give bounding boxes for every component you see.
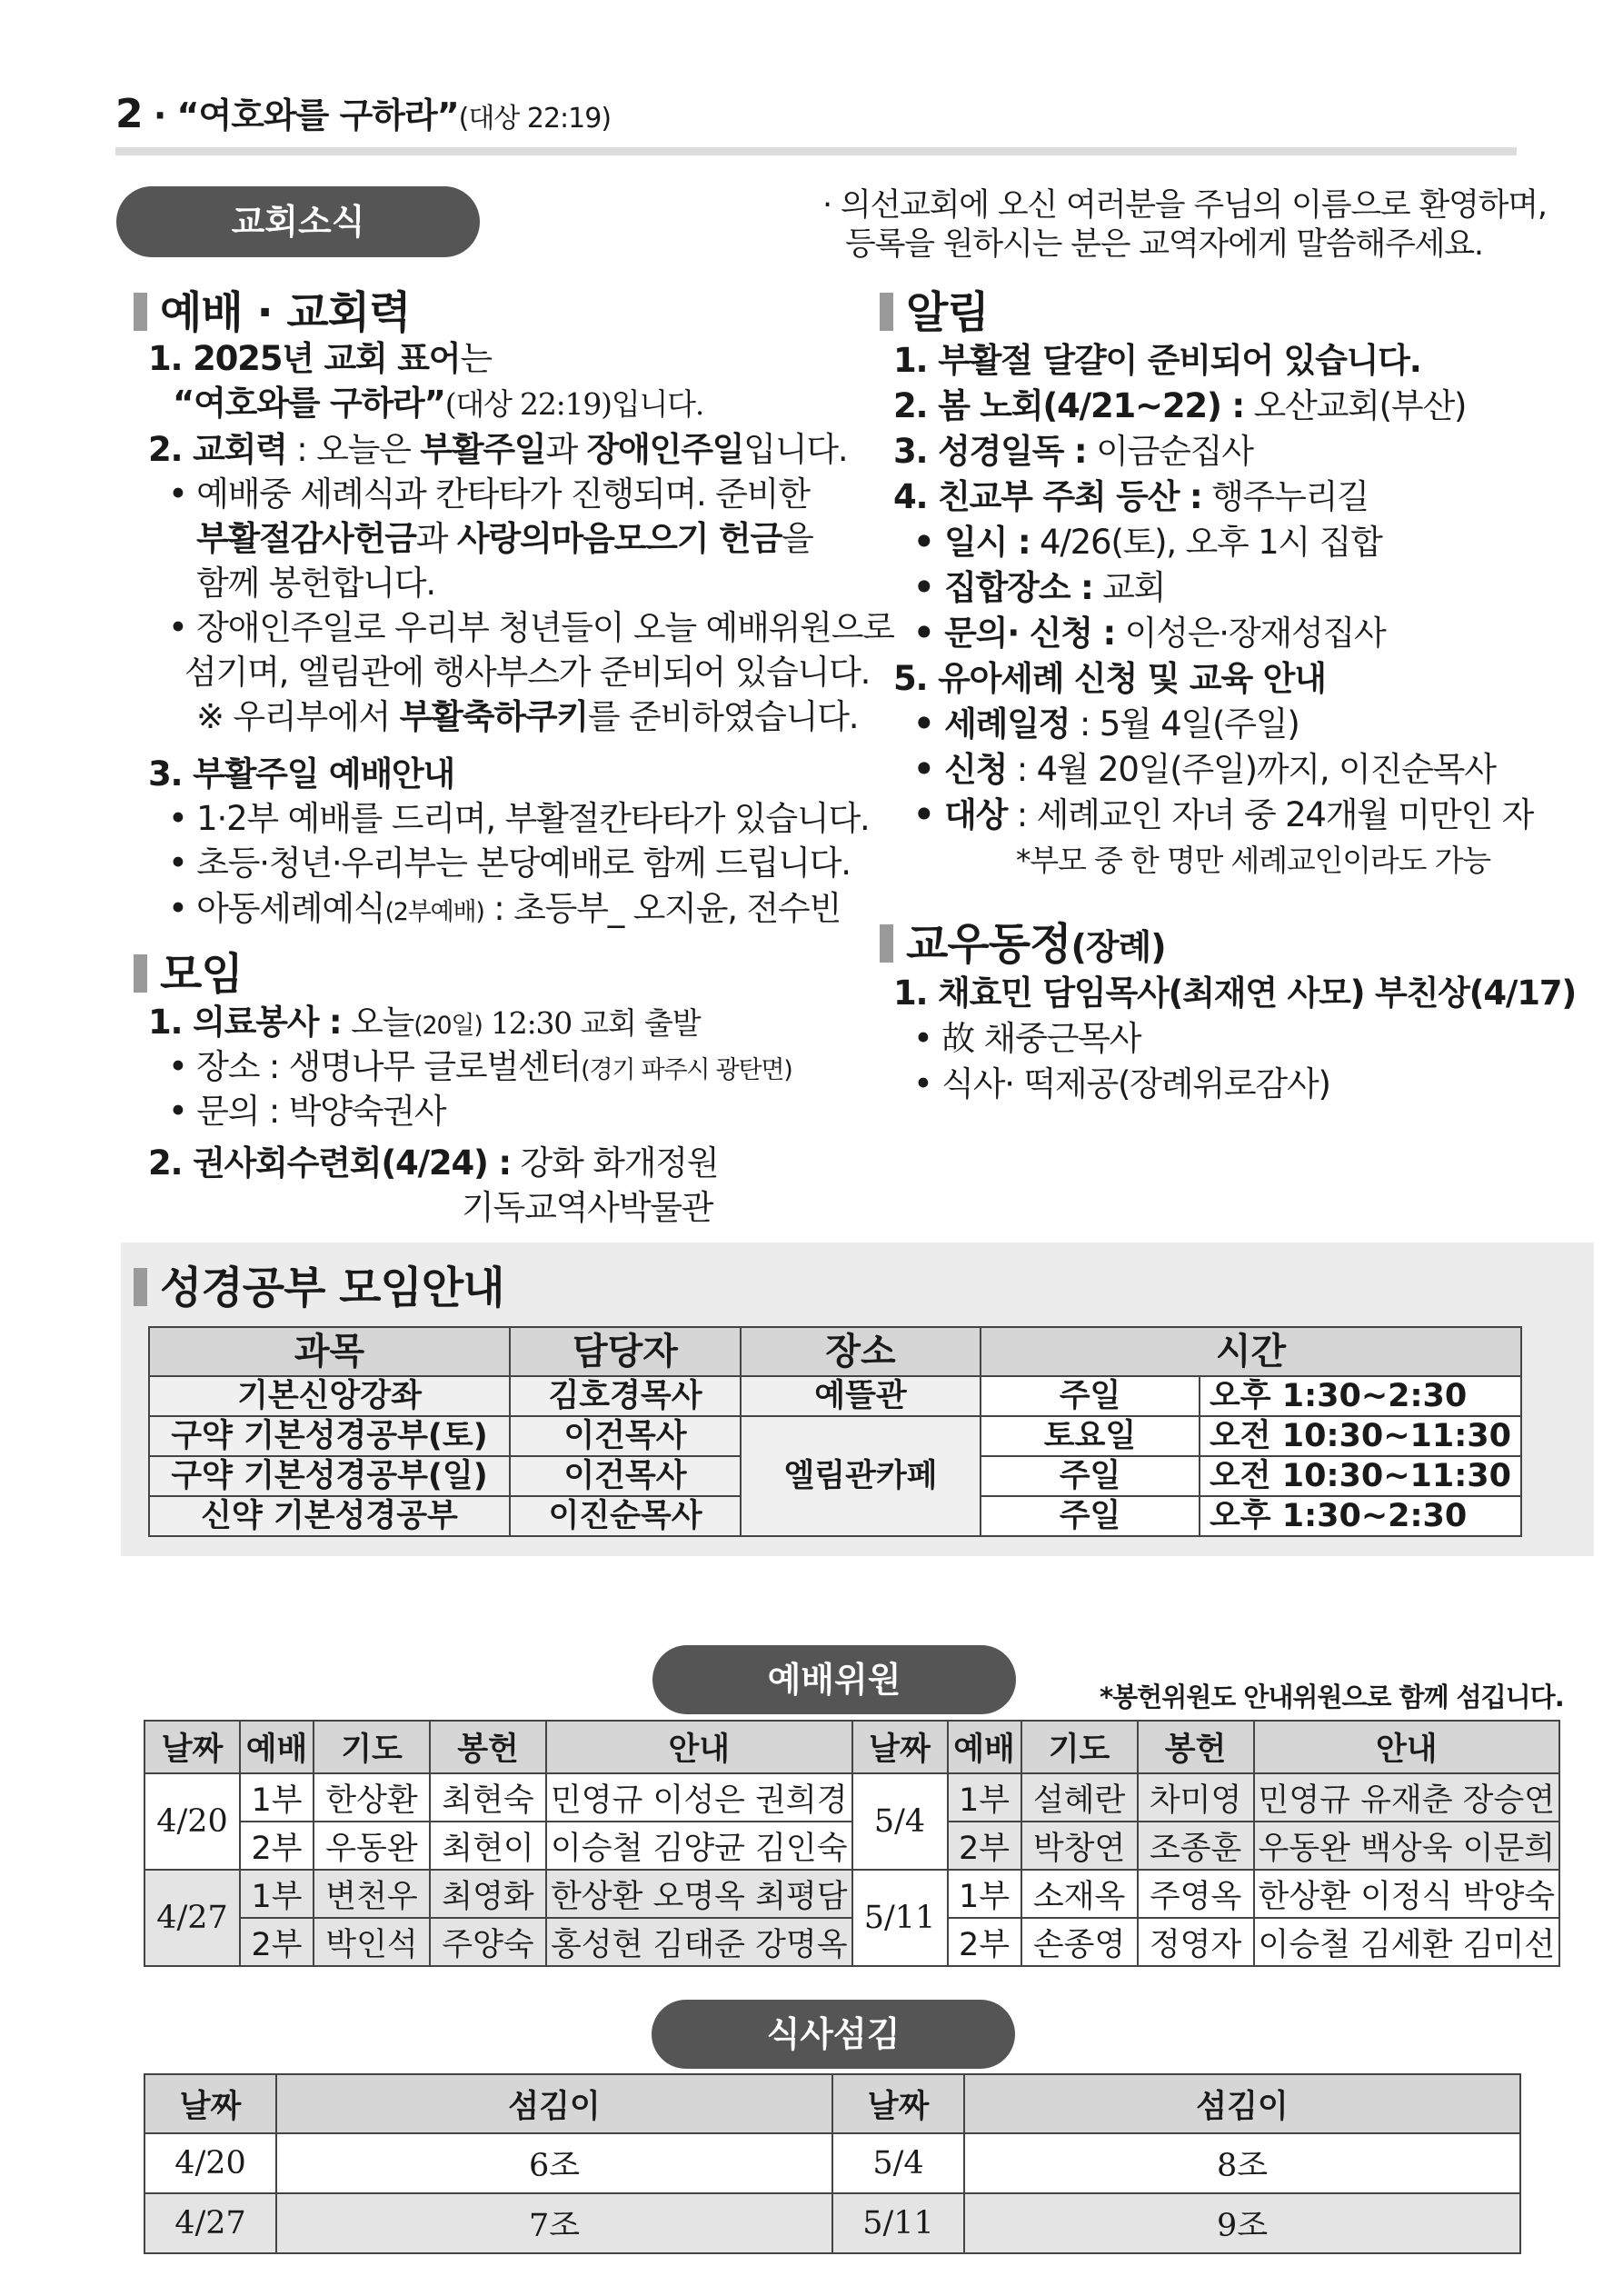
server-cell: 7조 — [276, 2193, 832, 2253]
place-cell: 엘림관카페 — [741, 1416, 981, 1536]
worship-line-12: • 초등·청년·우리부는 본당예배로 함께 드립니다. — [168, 844, 851, 883]
header-course: 과목 — [149, 1327, 510, 1376]
offering-cell: 주영옥 — [1138, 1870, 1254, 1918]
table-row — [149, 1376, 1521, 1416]
worship-line-9: ※ 우리부에서 부활축하쿠키를 준비하였습니다. — [196, 697, 859, 736]
table-row — [144, 1870, 1559, 1918]
offering-cell: 최영화 — [430, 1870, 546, 1918]
guide-cell: 이승철 김세환 김미선 — [1254, 1918, 1560, 1966]
guide-cell: 민영규 이성은 권희경 — [546, 1773, 852, 1822]
date-cell: 5/4 — [852, 1773, 948, 1870]
offering-cell: 차미영 — [1138, 1773, 1254, 1822]
service-cell: 2부 — [948, 1822, 1021, 1870]
offering-cell: 주양숙 — [430, 1918, 546, 1966]
table-row — [144, 2133, 1520, 2193]
time-cell: 오전 10:30~11:30 — [1200, 1456, 1521, 1496]
notice-line-7: • 문의· 신청 : 이성은·장재성집사 — [913, 614, 1386, 653]
meal-service-table — [144, 2073, 1521, 2254]
header-date: 날짜 — [832, 2074, 964, 2133]
notice-line-4: 4. 친교부 주최 등산 : 행주누리길 — [893, 477, 1369, 516]
prayer-cell: 손종영 — [1021, 1918, 1138, 1966]
bible-study-title: 성경공부 모임안내 — [134, 1253, 504, 1315]
service-cell: 2부 — [240, 1918, 314, 1966]
table-header-row — [144, 1721, 1559, 1773]
section-bar — [880, 293, 893, 331]
header-date: 날짜 — [852, 1721, 948, 1773]
section-bar — [880, 924, 893, 963]
meeting-line-3: • 문의 : 박양숙권사 — [168, 1092, 446, 1131]
worship-line-11: • 1·2부 예배를 드리며, 부활절칸타타가 있습니다. — [168, 799, 870, 838]
table-header-row — [144, 2074, 1520, 2133]
page-number: 2 — [115, 91, 143, 137]
worship-committee-pill: 예배위원 — [652, 1645, 1016, 1714]
service-cell: 1부 — [948, 1870, 1021, 1918]
condolence-line-1: 1. 채효민 담임목사(최재연 사모) 부친상(4/17) — [893, 973, 1577, 1013]
welcome-line-1: · 의선교회에 오신 여러분을 주님의 이름으로 환영하며, — [822, 187, 1547, 224]
condolence-line-2: • 故 채중근목사 — [913, 1019, 1141, 1058]
page-header — [115, 87, 611, 137]
church-news-pill: 교회소식 — [116, 186, 480, 257]
guide-cell: 한상환 이정식 박양숙 — [1254, 1870, 1560, 1918]
meal-service-pill: 식사섬김 — [652, 2000, 1015, 2069]
prayer-cell: 박인석 — [314, 1918, 430, 1966]
date-cell: 5/11 — [832, 2193, 964, 2253]
worship-line-8: 섬기며, 엘림관에 행사부스가 준비되어 있습니다. — [184, 653, 871, 692]
date-cell: 4/20 — [144, 1773, 240, 1870]
time-cell: 오후 1:30~2:30 — [1200, 1496, 1521, 1536]
meeting-line-1: 1. 의료봉사 : 오늘(20일) 12:30 교회 출발 — [148, 1003, 701, 1042]
section-bar — [134, 954, 147, 993]
date-cell: 5/4 — [832, 2133, 964, 2193]
server-cell: 9조 — [964, 2193, 1520, 2253]
guide-cell: 우동완 백상욱 이문희 — [1254, 1822, 1560, 1870]
course-cell: 구약 기본성경공부(일) — [149, 1456, 510, 1496]
meeting-section-title: 모임 — [134, 939, 243, 1002]
guide-cell: 민영규 유재춘 장승연 — [1254, 1773, 1560, 1822]
guide-cell: 홍성현 김태준 강명옥 — [546, 1918, 852, 1966]
day-cell: 주일 — [981, 1376, 1200, 1416]
header-date: 날짜 — [144, 1721, 240, 1773]
prayer-cell: 박창연 — [1021, 1822, 1138, 1870]
worship-line-1: 1. 2025년 교회 표어는 — [148, 339, 492, 378]
notice-line-9: • 세례일정 : 5월 4일(주일) — [913, 704, 1299, 744]
course-cell: 신약 기본성경공부 — [149, 1496, 510, 1536]
time-cell: 오후 1:30~2:30 — [1200, 1376, 1521, 1416]
header-date: 날짜 — [144, 2074, 276, 2133]
committee-note: *봉헌위원도 안내위원으로 함께 섬깁니다. — [1100, 1682, 1564, 1712]
service-cell: 2부 — [948, 1918, 1021, 1966]
condolence-line-3: • 식사· 떡제공(장례위로감사) — [913, 1064, 1330, 1103]
notice-line-2: 2. 봄 노회(4/21~22) : 오산교회(부산) — [893, 386, 1467, 425]
worship-line-3: 2. 교회력 : 오늘은 부활주일과 장애인주일입니다. — [148, 430, 848, 469]
offering-cell: 최현숙 — [430, 1773, 546, 1822]
notice-line-5: • 일시 : 4/26(토), 오후 1시 집합 — [913, 523, 1382, 562]
header-place: 장소 — [741, 1327, 981, 1376]
service-cell: 1부 — [240, 1870, 314, 1918]
worship-line-13: • 아동세례예식(2부예배) : 초등부_ 오지윤, 전수빈 — [168, 889, 841, 928]
date-cell: 4/20 — [144, 2133, 276, 2193]
section-bar — [134, 1268, 147, 1306]
notice-line-8: 5. 유아세례 신청 및 교육 안내 — [893, 659, 1326, 698]
worship-section-title: 예배 · 교회력 — [134, 277, 411, 340]
welcome-line-2: 등록을 원하시는 분은 교역자에게 말씀해주세요. — [845, 226, 1483, 263]
leader-cell: 이건목사 — [510, 1416, 741, 1456]
leader-cell: 이진순목사 — [510, 1496, 741, 1536]
bible-study-table — [148, 1326, 1522, 1537]
leader-cell: 김호경목사 — [510, 1376, 741, 1416]
notice-line-12: *부모 중 한 명만 세례교인이라도 가능 — [1016, 843, 1490, 878]
server-cell: 6조 — [276, 2133, 832, 2193]
header-separator: · — [153, 95, 166, 135]
worship-line-10: 3. 부활주일 예배안내 — [148, 754, 455, 794]
course-cell: 구약 기본성경공부(토) — [149, 1416, 510, 1456]
header-prayer: 기도 — [1021, 1721, 1138, 1773]
service-cell: 1부 — [240, 1773, 314, 1822]
worship-line-4: • 예배중 세례식과 칸타타가 진행되며. 준비한 — [168, 474, 810, 514]
guide-cell: 이승철 김양균 김인숙 — [546, 1822, 852, 1870]
header-offering: 봉헌 — [1138, 1721, 1254, 1773]
meeting-line-4: 2. 권사회수련회(4/24) : 강화 화개정원 — [148, 1143, 719, 1183]
guide-cell: 한상환 오명옥 최평담 — [546, 1870, 852, 1918]
header-service: 예배 — [948, 1721, 1021, 1773]
notice-line-6: • 집합장소 : 교회 — [913, 568, 1166, 607]
header-prayer: 기도 — [314, 1721, 430, 1773]
time-cell: 오전 10:30~11:30 — [1200, 1416, 1521, 1456]
section-bar — [134, 293, 147, 331]
prayer-cell: 변천우 — [314, 1870, 430, 1918]
date-cell: 5/11 — [852, 1870, 948, 1966]
condolence-section-title: 교우동정(장례) — [880, 909, 1166, 972]
table-row — [149, 1416, 1521, 1456]
worship-committee-table — [144, 1720, 1560, 1967]
worship-line-6: 함께 봉헌합니다. — [196, 564, 435, 603]
course-cell: 기본신앙강좌 — [149, 1376, 510, 1416]
notice-line-3: 3. 성경일독 : 이금순집사 — [893, 432, 1253, 471]
day-cell: 주일 — [981, 1496, 1200, 1536]
meeting-line-2: • 장소 : 생명나무 글로벌센터(경기 파주시 광탄면) — [168, 1047, 792, 1086]
offering-cell: 정영자 — [1138, 1918, 1254, 1966]
header-service: 예배 — [240, 1721, 314, 1773]
header-guide: 안내 — [1254, 1721, 1560, 1773]
prayer-cell: 소재옥 — [1021, 1870, 1138, 1918]
prayer-cell: 설혜란 — [1021, 1773, 1138, 1822]
header-leader: 담당자 — [510, 1327, 741, 1376]
worship-line-5: 부활절감사헌금과 사랑의마음모으기 헌금을 — [196, 519, 813, 558]
header-rule — [115, 147, 1517, 155]
day-cell: 토요일 — [981, 1416, 1200, 1456]
meeting-line-5: 기독교역사박물관 — [462, 1188, 713, 1227]
header-server: 섬김이 — [964, 2074, 1520, 2133]
offering-cell: 조종훈 — [1138, 1822, 1254, 1870]
worship-line-7: • 장애인주일로 우리부 청년들이 오늘 예배위원으로 — [168, 608, 894, 647]
offering-cell: 최현이 — [430, 1822, 546, 1870]
table-row — [144, 2193, 1520, 2253]
place-cell: 예뜰관 — [741, 1376, 981, 1416]
leader-cell: 이건목사 — [510, 1456, 741, 1496]
prayer-cell: 한상환 — [314, 1773, 430, 1822]
table-header-row — [149, 1327, 1521, 1376]
notice-section-title: 알림 — [880, 277, 989, 340]
header-guide: 안내 — [546, 1721, 852, 1773]
date-cell: 4/27 — [144, 2193, 276, 2253]
service-cell: 1부 — [948, 1773, 1021, 1822]
server-cell: 8조 — [964, 2133, 1520, 2193]
notice-line-10: • 신청 : 4월 20일(주일)까지, 이진순목사 — [913, 750, 1496, 789]
day-cell: 주일 — [981, 1456, 1200, 1496]
prayer-cell: 우동완 — [314, 1822, 430, 1870]
table-row — [144, 1773, 1559, 1822]
notice-line-11: • 대상 : 세례교인 자녀 중 24개월 미만인 자 — [913, 795, 1534, 834]
date-cell: 4/27 — [144, 1870, 240, 1966]
header-offering: 봉헌 — [430, 1721, 546, 1773]
worship-line-2: “여호와를 구하라”(대상 22:19)입니다. — [173, 384, 704, 423]
notice-line-1: 1. 부활절 달걀이 준비되어 있습니다. — [893, 341, 1421, 380]
header-server: 섬김이 — [276, 2074, 832, 2133]
header-time: 시간 — [981, 1327, 1521, 1376]
header-reference: (대상 22:19) — [458, 103, 612, 135]
header-title: “여호와를 구하라” — [176, 95, 459, 135]
service-cell: 2부 — [240, 1822, 314, 1870]
